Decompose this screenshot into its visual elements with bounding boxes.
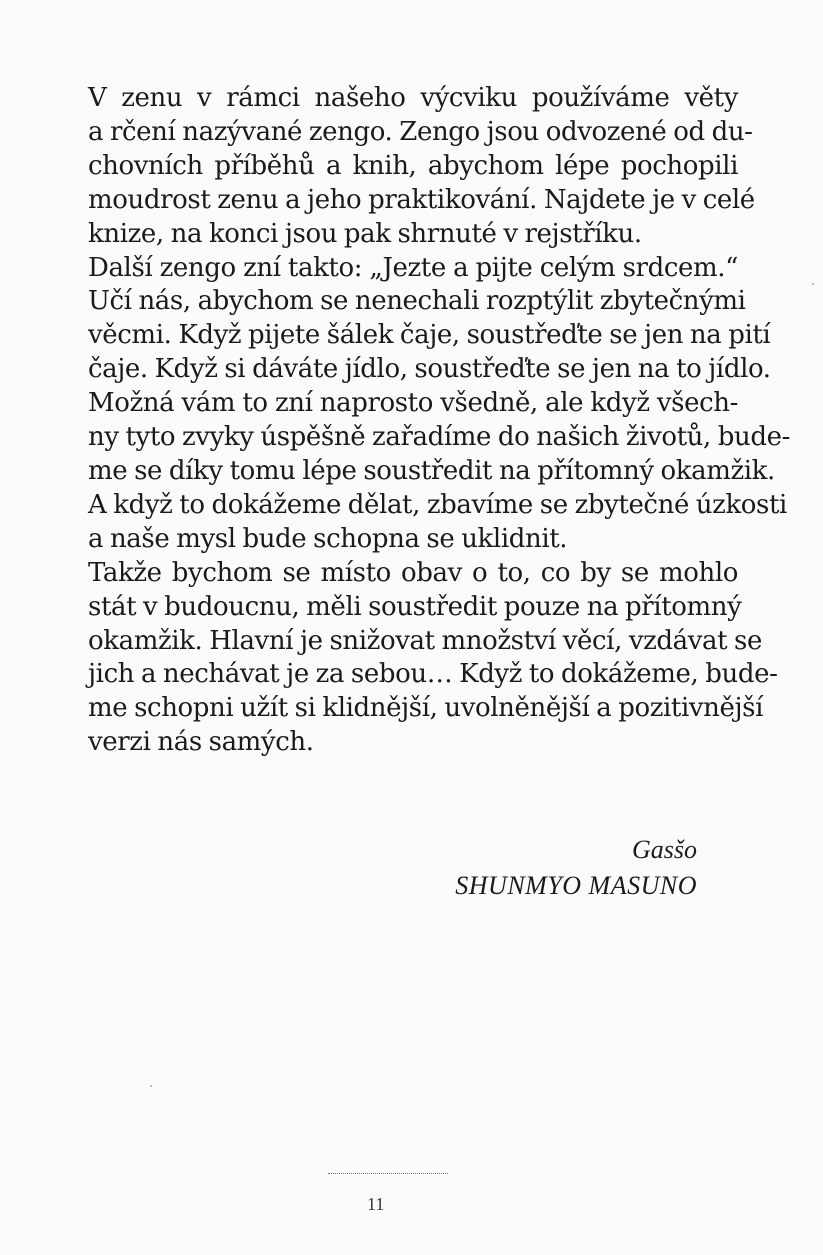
paper-speck [150, 1085, 152, 1087]
paper-speck [812, 283, 814, 285]
paragraph-3-line-5: a naše mysl bude schopna se uklidnit. [88, 523, 568, 554]
paragraph-4-line-5: me schopni užít si klidnější, uvolněnější a pozitivnější [88, 693, 764, 724]
paragraph-4-line-4: jich a nechávat je za sebou… Když to dokážeme, bude- [88, 659, 778, 690]
paragraph-2-line-1: Další zengo zní takto: „Jezte a pijte celým srdcem.“ [88, 252, 738, 283]
signature-block [455, 832, 697, 904]
footer-divider [328, 1173, 448, 1174]
signature-place: Gasšo [631, 835, 697, 864]
paragraph-1-line-2: a rčení nazývané zengo. Zengo jsou odvozené od du- [88, 116, 753, 147]
paragraph-3-line-1: Možná vám to zní naprosto všedně, ale když všech- [88, 388, 738, 419]
paragraph-2-line-3: věcmi. Když pijete šálek čaje, soustřeďte se jen na pití [88, 320, 771, 351]
paragraph-2-line-2: Učí nás, abychom se nenechali rozptýlit zbytečnými [88, 286, 746, 317]
paragraph-4-line-6: verzi nás samých. [88, 727, 314, 758]
page-number: 11 [367, 1194, 385, 1214]
paragraph-2-line-4: čaje. Když si dáváte jídlo, soustřeďte se jen na to jídlo. [88, 354, 771, 385]
paragraph-3-line-4: A když to dokážeme dělat, zbavíme se zbytečné úzkosti [88, 489, 787, 520]
paragraph-1-line-1: V zenu v rámci našeho výcviku používáme věty [88, 83, 738, 113]
paragraph-4-line-3: okamžik. Hlavní je snižovat množství věcí, vzdávat se [88, 625, 762, 656]
paragraph-1-line-5: knize, na konci jsou pak shrnuté v rejstříku. [88, 218, 642, 249]
signature-author: SHUNMYO MASUNO [455, 871, 697, 900]
paragraph-3-line-2: ny tyto zvyky úspěšně zařadíme do našich životů, bude- [88, 422, 790, 453]
paragraph-4-line-2: stát v budoucnu, měli soustředit pouze na přítomný [88, 591, 742, 622]
paragraph-3-line-3: me se díky tomu lépe soustředit na přítomný okamžik. [88, 455, 775, 486]
paragraph-4-line-1: Takže bychom se místo obav o to, co by se mohlo [88, 557, 738, 588]
body-text [88, 82, 790, 760]
paragraph-1-line-3: chovních příběhů a knih, abychom lépe pochopili [88, 150, 738, 181]
paragraph-1-line-4: moudrost zenu a jeho praktikování. Najdete je v celé [88, 184, 755, 215]
